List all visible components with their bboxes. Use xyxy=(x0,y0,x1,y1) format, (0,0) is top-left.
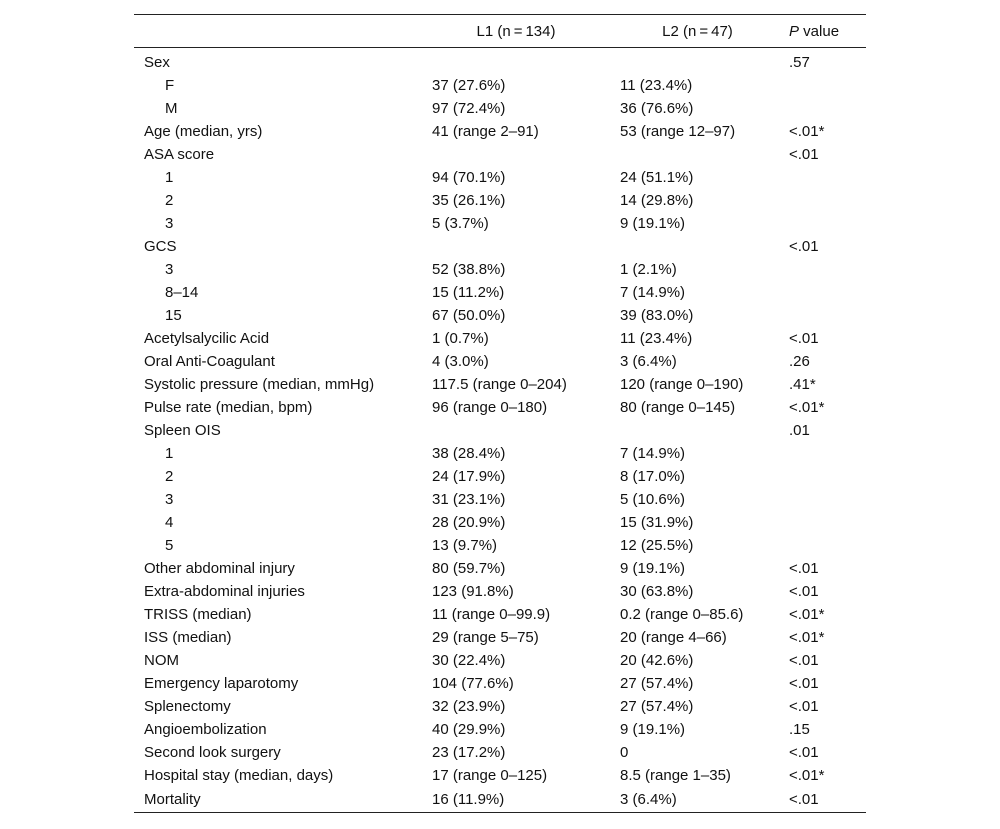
row-p-value: <.01 xyxy=(789,583,819,600)
row-l2-value: 3 (6.4%) xyxy=(620,790,677,808)
table-row xyxy=(134,764,866,787)
row-label: Spleen OIS xyxy=(144,422,221,439)
row-l1-value: 97 (72.4%) xyxy=(432,100,506,117)
row-l2-value xyxy=(610,419,785,442)
row-label: ISS (median) xyxy=(144,629,232,646)
table-row xyxy=(134,258,866,281)
table-row xyxy=(134,189,866,212)
row-p-value: <.01 xyxy=(789,146,819,163)
row-l2-value: 9 (19.1%) xyxy=(620,215,686,232)
row-l1-value: 4 (3.0%) xyxy=(432,353,489,370)
table-row xyxy=(134,465,866,488)
row-l2-value: 20 (42.6%) xyxy=(620,652,694,669)
table-row xyxy=(134,603,866,626)
row-l2-value: 39 (83.0%) xyxy=(620,307,694,324)
row-l2-value: 11 (23.4%) xyxy=(620,330,693,347)
row-p-value: <.01 xyxy=(789,330,819,347)
row-p-value: <.01 xyxy=(789,790,819,808)
row-l1-value xyxy=(422,143,610,166)
table-row xyxy=(134,626,866,649)
row-l1-value: 40 (29.9%) xyxy=(432,721,506,738)
row-l2-value: 30 (63.8%) xyxy=(620,583,694,600)
row-l2-value: 53 (range 12–97) xyxy=(620,123,736,140)
row-l2-value xyxy=(610,143,785,166)
row-l2-value: 9 (19.1%) xyxy=(620,721,686,738)
row-p-value xyxy=(785,166,866,189)
row-l2-value: 80 (range 0–145) xyxy=(620,399,736,416)
row-p-value xyxy=(785,189,866,212)
row-l2-value: 7 (14.9%) xyxy=(620,284,686,301)
row-p-value xyxy=(785,212,866,235)
row-p-value xyxy=(785,304,866,327)
row-label: GCS xyxy=(144,238,177,255)
row-p-value xyxy=(785,442,866,465)
row-p-value: .01 xyxy=(789,422,810,439)
row-l1-value: 5 (3.7%) xyxy=(432,215,489,232)
row-l1-value xyxy=(422,48,610,75)
table-row xyxy=(134,557,866,580)
table-row xyxy=(134,212,866,235)
table-row xyxy=(134,741,866,764)
row-label: 3 xyxy=(165,261,174,278)
table-row xyxy=(134,534,866,557)
row-l2-value xyxy=(610,48,785,75)
header-p-value xyxy=(785,15,866,48)
row-l2-value: 8 (17.0%) xyxy=(620,468,686,485)
row-l2-value: 3 (6.4%) xyxy=(620,353,677,370)
header-label xyxy=(134,15,422,48)
row-l1-value: 11 (range 0–99.9) xyxy=(432,606,551,623)
table-row xyxy=(134,718,866,741)
table-row xyxy=(134,74,866,97)
row-label: Extra-abdominal injuries xyxy=(144,583,305,600)
table-row xyxy=(134,281,866,304)
row-l1-value xyxy=(422,235,610,258)
row-p-value: <.01 xyxy=(789,652,819,669)
table-row xyxy=(134,235,866,258)
row-label: 3 xyxy=(165,491,174,508)
row-l2-value xyxy=(610,235,785,258)
row-l1-value: 32 (23.9%) xyxy=(432,698,506,715)
row-l1-value: 1 (0.7%) xyxy=(432,330,489,347)
header-row xyxy=(134,15,866,48)
row-p-value: <.01 xyxy=(789,238,819,255)
table-row xyxy=(134,419,866,442)
row-p-value: .41* xyxy=(789,376,816,393)
table-row xyxy=(134,672,866,695)
row-label: 5 xyxy=(165,537,174,554)
row-l1-value: 28 (20.9%) xyxy=(432,514,506,531)
row-l1-value: 31 (23.1%) xyxy=(432,491,506,508)
table-row xyxy=(134,350,866,373)
row-l1-value: 94 (70.1%) xyxy=(432,169,506,186)
row-l1-value: 52 (38.8%) xyxy=(432,261,506,278)
table-row xyxy=(134,787,866,812)
row-label: Acetylsalycilic Acid xyxy=(144,330,270,347)
row-p-value xyxy=(785,534,866,557)
row-l1-value: 37 (27.6%) xyxy=(432,77,506,94)
row-l2-value: 27 (57.4%) xyxy=(620,698,694,715)
row-label: 8–14 xyxy=(165,284,199,301)
row-l1-value: 80 (59.7%) xyxy=(432,560,506,577)
row-p-value: <.01* xyxy=(789,767,825,784)
row-l1-value: 24 (17.9%) xyxy=(432,468,506,485)
row-l2-value: 11 (23.4%) xyxy=(620,77,693,94)
row-label: Oral Anti-Coagulant xyxy=(144,353,275,370)
row-p-value xyxy=(785,74,866,97)
row-l1-value: 67 (50.0%) xyxy=(432,307,506,324)
row-l2-value: 14 (29.8%) xyxy=(620,192,694,209)
row-p-value: .26 xyxy=(789,353,810,370)
row-p-value: .57 xyxy=(789,54,810,71)
row-label: Second look surgery xyxy=(144,744,281,761)
row-l1-value: 23 (17.2%) xyxy=(432,744,506,761)
row-l1-value: 16 (11.9%) xyxy=(432,790,505,808)
row-p-value: <.01 xyxy=(789,698,819,715)
table-row xyxy=(134,120,866,143)
table-row xyxy=(134,580,866,603)
row-label: TRISS (median) xyxy=(144,606,252,623)
row-l1-value: 38 (28.4%) xyxy=(432,445,506,462)
row-l2-value: 1 (2.1%) xyxy=(620,261,677,278)
table-row xyxy=(134,327,866,350)
row-label: F xyxy=(165,77,175,94)
table-row xyxy=(134,649,866,672)
table-row xyxy=(134,304,866,327)
row-l2-value: 24 (51.1%) xyxy=(620,169,694,186)
row-l1-value: 96 (range 0–180) xyxy=(432,399,548,416)
row-label: 1 xyxy=(165,445,174,462)
row-l1-value: 30 (22.4%) xyxy=(432,652,506,669)
table-row xyxy=(134,488,866,511)
row-label: Systolic pressure (median, mmHg) xyxy=(144,376,375,393)
row-p-value: <.01* xyxy=(789,606,825,623)
table-row xyxy=(134,373,866,396)
row-label: Angioembolization xyxy=(144,721,267,738)
row-p-value xyxy=(785,97,866,120)
row-label: Mortality xyxy=(144,790,201,808)
row-l2-value: 0.2 (range 0–85.6) xyxy=(620,606,744,623)
header-l2: L2 (n = 47) xyxy=(662,22,733,40)
comparison-table xyxy=(134,14,866,813)
row-l2-value: 27 (57.4%) xyxy=(620,675,694,692)
row-label: 15 xyxy=(165,307,182,324)
row-label: Splenectomy xyxy=(144,698,231,715)
row-l2-value: 12 (25.5%) xyxy=(620,537,694,554)
header-p-rest: value xyxy=(799,22,840,40)
row-p-value xyxy=(785,281,866,304)
row-p-value xyxy=(785,258,866,281)
row-label: NOM xyxy=(144,652,179,669)
row-p-value: .15 xyxy=(789,721,810,738)
table-row xyxy=(134,442,866,465)
row-l1-value: 41 (range 2–91) xyxy=(432,123,539,140)
row-l1-value: 117.5 (range 0–204) xyxy=(432,376,567,393)
row-label: 3 xyxy=(165,215,174,232)
row-l2-value: 8.5 (range 1–35) xyxy=(620,767,731,784)
row-l2-value: 5 (10.6%) xyxy=(620,491,686,508)
row-label: Other abdominal injury xyxy=(144,560,295,577)
table-row xyxy=(134,143,866,166)
row-p-value: <.01* xyxy=(789,399,825,416)
row-p-value: <.01 xyxy=(789,675,819,692)
row-p-value: <.01* xyxy=(789,123,825,140)
row-label: ASA score xyxy=(144,146,215,163)
row-l2-value: 15 (31.9%) xyxy=(620,514,694,531)
header-p-italic: P xyxy=(789,22,800,40)
row-p-value: <.01* xyxy=(789,629,825,646)
row-l2-value: 120 (range 0–190) xyxy=(620,376,744,393)
row-label: Age (median, yrs) xyxy=(144,123,263,140)
row-label: Emergency laparotomy xyxy=(144,675,299,692)
row-l1-value: 13 (9.7%) xyxy=(432,537,498,554)
row-label: 4 xyxy=(165,514,174,531)
table-row xyxy=(134,695,866,718)
row-l2-value: 20 (range 4–66) xyxy=(620,629,727,646)
table-row xyxy=(134,48,866,75)
row-p-value xyxy=(785,488,866,511)
row-l2-value: 0 xyxy=(620,744,629,761)
row-l1-value: 104 (77.6%) xyxy=(432,675,514,692)
row-label: 2 xyxy=(165,192,174,209)
table-row xyxy=(134,511,866,534)
header-l1: L1 (n = 134) xyxy=(476,22,556,40)
row-label: Hospital stay (median, days) xyxy=(144,767,334,784)
row-l1-value: 35 (26.1%) xyxy=(432,192,506,209)
table-row xyxy=(134,97,866,120)
table-body xyxy=(134,48,866,813)
row-label: Pulse rate (median, bpm) xyxy=(144,399,313,416)
row-p-value xyxy=(785,511,866,534)
row-l2-value: 7 (14.9%) xyxy=(620,445,686,462)
row-l1-value xyxy=(422,419,610,442)
row-l2-value: 9 (19.1%) xyxy=(620,560,686,577)
row-l1-value: 29 (range 5–75) xyxy=(432,629,539,646)
table-row xyxy=(134,396,866,419)
row-l1-value: 123 (91.8%) xyxy=(432,583,514,600)
row-l1-value: 15 (11.2%) xyxy=(432,284,505,301)
row-label: 1 xyxy=(165,169,174,186)
row-label: Sex xyxy=(144,54,170,71)
row-p-value: <.01 xyxy=(789,560,819,577)
row-p-value xyxy=(785,465,866,488)
table-row xyxy=(134,166,866,189)
table-header xyxy=(134,15,866,48)
row-label: 2 xyxy=(165,468,174,485)
row-label: M xyxy=(165,100,178,117)
row-p-value: <.01 xyxy=(789,744,819,761)
row-l2-value: 36 (76.6%) xyxy=(620,100,694,117)
comparison-table-container xyxy=(134,14,866,813)
row-l1-value: 17 (range 0–125) xyxy=(432,767,548,784)
